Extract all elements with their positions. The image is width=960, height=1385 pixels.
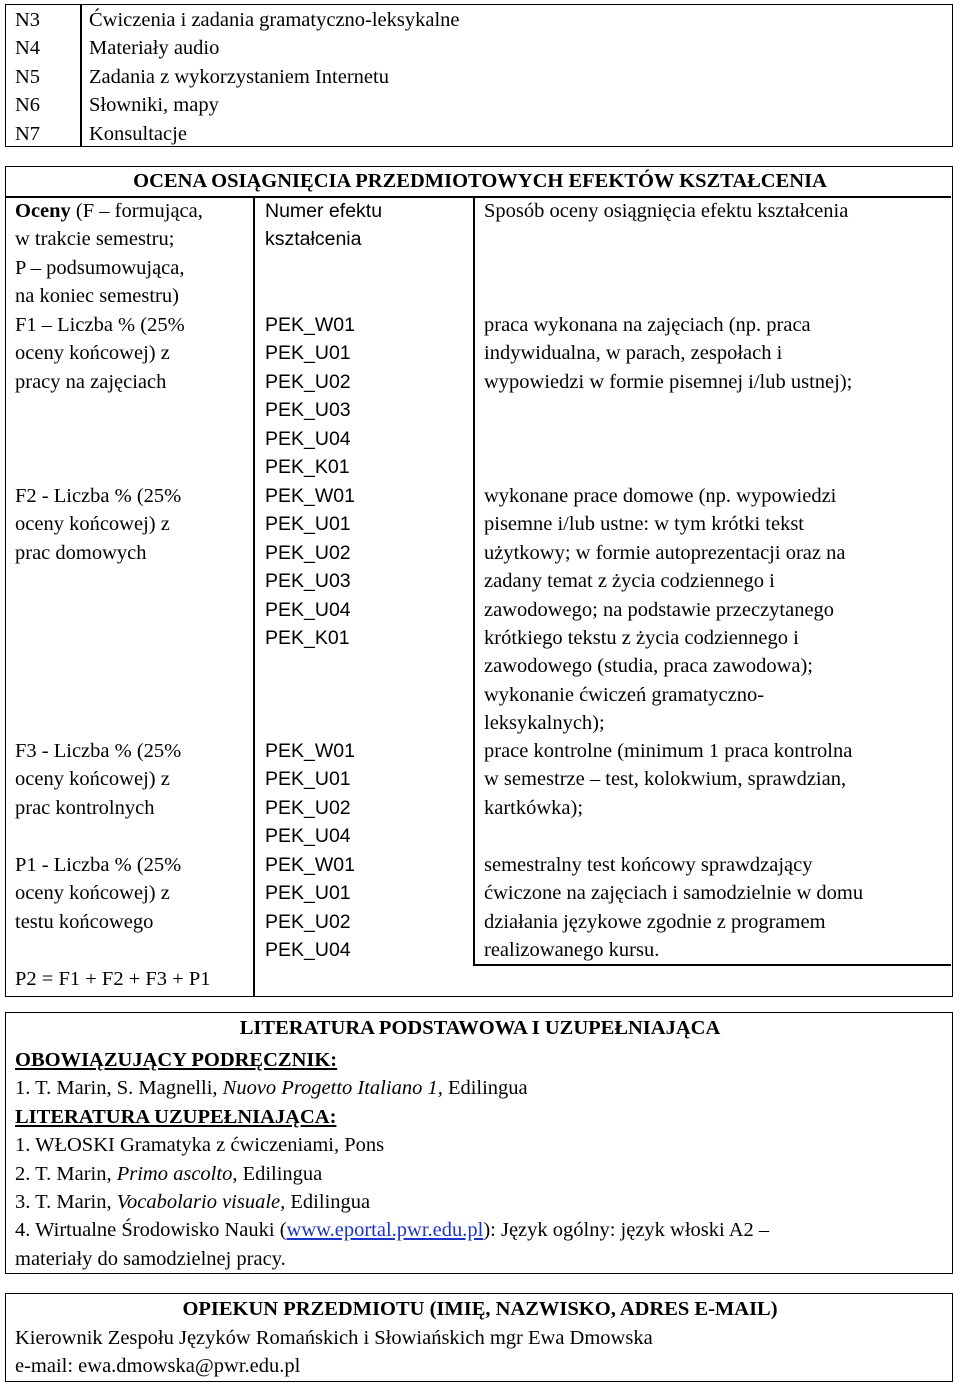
grade-cell-line: oceny końcowej) z — [15, 882, 170, 905]
method-cell — [484, 311, 852, 396]
assessment-table — [5, 166, 953, 997]
effect-codes-cell-line: PEK_K01 — [265, 626, 350, 649]
required-item-title: Nuovo Progetto Italiano 1, — [222, 1077, 443, 1100]
required-item-suffix: Edilingua — [442, 1077, 528, 1100]
method-cell-line: zawodowego; na podstawie przeczytanego — [484, 598, 835, 621]
methods-list-label: Materiały audio — [89, 37, 220, 60]
grade-formula: P2 = F1 + F2 + F3 + P1 — [15, 968, 211, 990]
effect-codes-cell-line: PEK_U01 — [265, 513, 351, 536]
header-grade-line: w trakcie semestru; — [15, 228, 175, 251]
literature-list — [15, 1046, 769, 1273]
methods-list-code: N4 — [15, 37, 41, 60]
effect-codes-cell-line: PEK_U03 — [265, 570, 351, 593]
methods-list-code: N6 — [15, 94, 41, 117]
method-cell — [484, 482, 845, 738]
methods-list-box — [5, 4, 953, 147]
effect-codes-cell-line: PEK_U03 — [265, 399, 351, 422]
effect-codes-cell-line: PEK_W01 — [265, 314, 355, 336]
header-effect-line: Numer efektu — [265, 200, 383, 222]
methods-list-label: Konsultacje — [89, 122, 187, 145]
grade-cell-line: testu końcowego — [15, 910, 154, 933]
supervisor-details — [15, 1324, 653, 1381]
header-grade-line: P – podsumowująca, — [15, 256, 185, 279]
assessment-title: OCENA OSIĄGNIĘCIA PRZEDMIOTOWYCH EFEKTÓW KSZTAŁCENIA — [133, 170, 827, 192]
grade-cell-line: F2 - Liczba % (25% — [15, 485, 182, 507]
supervisor-email: e-mail: ewa.dmowska@pwr.edu.pl — [15, 1355, 301, 1378]
methods-list-code: N3 — [15, 9, 41, 31]
effect-codes-cell-line: PEK_U01 — [265, 882, 351, 905]
grade-cell-line: P1 - Liczba % (25% — [15, 854, 182, 876]
supervisor-box — [5, 1293, 953, 1382]
method-cell-line: kartkówka); — [484, 796, 584, 819]
method-cell-line: w semestrze – test, kolokwium, sprawdzian, — [484, 768, 847, 791]
grade-cell-line: F3 - Liczba % (25% — [15, 740, 182, 762]
method-cell-line: leksykalnych); — [484, 712, 605, 735]
effect-codes-cell-line: PEK_U01 — [265, 342, 351, 365]
grade-cell-line: oceny końcowej) z — [15, 513, 170, 536]
header-grade-line: na koniec semestru) — [15, 285, 179, 308]
method-cell-line: pisemne i/lub ustne: w tym krótki tekst — [484, 513, 805, 536]
supplementary-item — [15, 1131, 769, 1159]
header-method-label: Sposób oceny osiągnięcia efektu kształcenia — [484, 200, 849, 222]
grade-cell — [15, 311, 185, 396]
grade-cell-line: oceny końcowej) z — [15, 342, 170, 365]
supplementary-item-suffix: ): Język ogólny: język włoski A2 – — [483, 1219, 770, 1242]
methods-list-label: Słowniki, mapy — [89, 94, 219, 117]
supplementary-item-suffix: Edilingua — [285, 1190, 371, 1213]
supplementary-item-continuation: materiały do samodzielnej pracy. — [15, 1247, 286, 1270]
method-cell-line: semestralny test końcowy sprawdzający — [484, 854, 813, 876]
effect-codes-cell-line: PEK_W01 — [265, 854, 355, 876]
supervisor-title: OPIEKUN PRZEDMIOTU (IMIĘ, NAZWISKO, ADRES E-MAIL) — [182, 1298, 778, 1320]
supplementary-item-title: Primo ascolto, — [116, 1162, 238, 1185]
method-cell-line: wypowiedzi w formie pisemnej i/lub ustnej); — [484, 370, 853, 393]
header-method-cell — [484, 197, 848, 225]
supplementary-item-title: Vocabolario visuale, — [116, 1190, 286, 1213]
header-grade-bold: Oceny — [15, 200, 71, 222]
method-cell — [484, 737, 852, 822]
effect-codes-cell-line: PEK_U04 — [265, 939, 351, 962]
method-cell-line: zawodowego (studia, praca zawodowa); — [484, 655, 814, 678]
method-cell-line: indywidualna, w parach, zespołach i — [484, 342, 783, 365]
effect-codes-cell-line: PEK_U02 — [265, 910, 351, 933]
effect-codes-cell-line: PEK_U01 — [265, 768, 351, 791]
supervisor-name: Kierownik Zespołu Języków Romańskich i Słowiańskich mgr Ewa Dmowska — [15, 1327, 653, 1349]
methods-list-label: Zadania z wykorzystaniem Internetu — [89, 65, 389, 88]
supplementary-item — [15, 1160, 769, 1188]
grade-cell-line: prac domowych — [15, 541, 147, 564]
effect-codes-cell-line: PEK_U04 — [265, 427, 351, 450]
effect-codes-cell — [265, 851, 355, 965]
effect-codes-cell-line: PEK_U02 — [265, 370, 351, 393]
grade-cell-line: pracy na zajęciach — [15, 370, 167, 393]
effect-codes-cell-line: PEK_W01 — [265, 485, 355, 507]
method-cell-line: działania językowe zgodnie z programem — [484, 910, 826, 933]
method-cell-line: wykonanie ćwiczeń gramatyczno- — [484, 683, 765, 706]
supplementary-item-prefix: 4. Wirtualne Środowisko Nauki ( — [15, 1219, 287, 1242]
header-grade-cell — [15, 197, 203, 311]
methods-list-code: N7 — [15, 122, 41, 145]
grade-cell-line: oceny końcowej) z — [15, 768, 170, 791]
methods-list-label: Ćwiczenia i zadania gramatyczno-leksykalne — [89, 9, 460, 31]
supplementary-heading: LITERATURA UZUPEŁNIAJĄCA: — [15, 1105, 337, 1128]
supplementary-item — [15, 1188, 769, 1216]
method-cell-line: krótkiego tekstu z życia codziennego i — [484, 626, 799, 649]
header-effect-line: kształcenia — [265, 228, 362, 251]
effect-codes-cell-line: PEK_K01 — [265, 455, 350, 478]
supplementary-item-text: 1. WŁOSKI Gramatyka z ćwiczeniami, Pons — [15, 1134, 385, 1157]
required-heading: OBOWIĄZUJĄCY PODRĘCZNIK: — [15, 1049, 338, 1071]
grade-cell-line: prac kontrolnych — [15, 796, 155, 819]
effect-codes-cell-line: PEK_U02 — [265, 541, 351, 564]
header-effect-cell — [265, 197, 382, 254]
effect-codes-cell-line: PEK_W01 — [265, 740, 355, 762]
supplementary-item-prefix: 2. T. Marin, — [15, 1162, 117, 1185]
effect-codes-cell — [265, 482, 355, 652]
effect-codes-cell-line: PEK_U02 — [265, 796, 351, 819]
method-cell-line: zadany temat z życia codziennego i — [484, 570, 775, 593]
supplementary-item — [15, 1216, 769, 1244]
method-cell-line: realizowanego kursu. — [484, 939, 660, 962]
literature-box — [5, 1012, 953, 1274]
effect-codes-cell-line: PEK_U04 — [265, 598, 351, 621]
required-item — [15, 1074, 769, 1102]
assessment-col-divider-2 — [473, 196, 475, 964]
method-cell-line: wykonane prace domowe (np. wypowiedzi — [484, 485, 837, 507]
grade-cell — [15, 482, 181, 567]
methods-list-divider — [80, 5, 82, 146]
header-grade-first-line: (F – formująca, — [70, 200, 203, 222]
supplementary-item-suffix: Edilingua — [237, 1162, 323, 1185]
effect-codes-cell-line: PEK_U04 — [265, 825, 351, 848]
grade-cell — [15, 737, 181, 822]
effect-codes-cell — [265, 737, 355, 851]
grade-cell — [15, 851, 181, 936]
method-cell-line: prace kontrolne (minimum 1 praca kontrolna — [484, 740, 853, 762]
assessment-col-divider-1 — [253, 196, 255, 996]
grade-cell-line: F1 – Liczba % (25% — [15, 314, 185, 336]
literature-title: LITERATURA PODSTAWOWA I UZUPEŁNIAJĄCA — [239, 1017, 721, 1039]
effect-codes-cell — [265, 311, 355, 481]
required-item-prefix: 1. T. Marin, S. Magnelli, — [15, 1077, 223, 1100]
method-cell-line: użytkowy; w formie autoprezentacji oraz na — [484, 541, 846, 564]
method-cell-line: praca wykonana na zajęciach (np. praca — [484, 314, 811, 336]
eportal-link[interactable]: www.eportal.pwr.edu.pl — [286, 1219, 484, 1242]
method-cell — [484, 851, 863, 965]
supplementary-item-prefix: 3. T. Marin, — [15, 1190, 117, 1213]
methods-list-code: N5 — [15, 65, 41, 88]
method-cell-line: ćwiczone na zajęciach i samodzielnie w domu — [484, 882, 864, 905]
